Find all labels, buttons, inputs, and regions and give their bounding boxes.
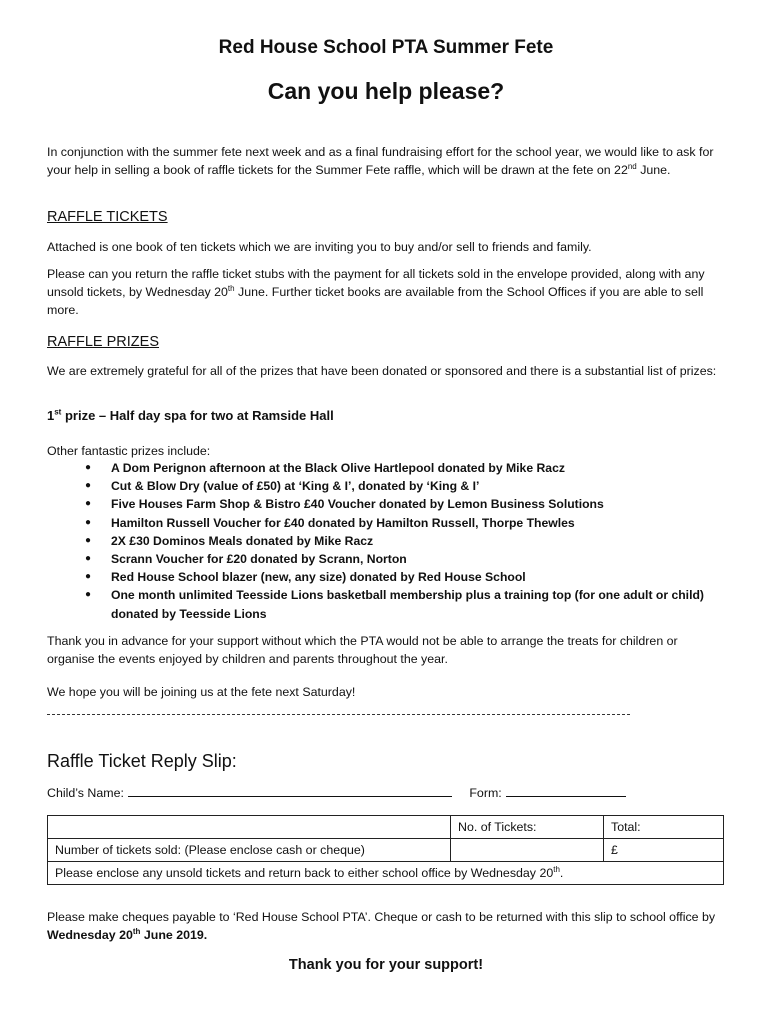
bullet-icon: ● bbox=[85, 462, 92, 473]
childs-name-label: Child’s Name: bbox=[47, 786, 124, 800]
cut-line-divider bbox=[47, 714, 630, 715]
list-item: ● Hamilton Russell Voucher for £40 donated by Hamilton Russell, Thorpe Thewles bbox=[47, 514, 725, 532]
childs-name-field[interactable] bbox=[128, 784, 452, 797]
page-subtitle: Can you help please? bbox=[267, 78, 505, 104]
tickets-paragraph-2: Please can you return the raffle ticket stubs with the payment for all tickets sold in the envelope provided, along with any unsold tickets, by Wednesday 20th June. Further ticket books are available from the School Offices if you are able to sell more. bbox=[47, 267, 705, 317]
tickets-column-header: No. of Tickets: bbox=[451, 816, 604, 839]
table-row bbox=[48, 839, 724, 862]
form-field[interactable] bbox=[506, 784, 626, 797]
unsold-tickets-note: Please enclose any unsold tickets and return back to either school office by Wednesday 20th. bbox=[48, 862, 724, 885]
see-you-paragraph: We hope you will be joining us at the fete next Saturday! bbox=[47, 685, 356, 699]
tickets-sold-label: Number of tickets sold: (Please enclose cash or cheque) bbox=[48, 839, 451, 862]
list-item: ● One month unlimited Teesside Lions basketball membership plus a training top (for one adult or child) donated by Teesside Lions bbox=[85, 588, 704, 621]
table-row bbox=[48, 816, 724, 839]
first-prize: 1st prize – Half day spa for two at Ramside Hall bbox=[47, 407, 334, 423]
list-item: ● A Dom Perignon afternoon at the Black Olive Hartlepool donated by Mike Racz bbox=[47, 459, 725, 477]
reply-slip-table bbox=[47, 815, 724, 885]
raffle-tickets-heading: RAFFLE TICKETS bbox=[47, 209, 168, 225]
table-row bbox=[48, 862, 724, 885]
thank-you-paragraph: Thank you in advance for your support without which the PTA would not be able to arrange the treats for children or organise the events enjoyed by children and parents throughout the year. bbox=[47, 634, 678, 666]
bullet-icon: ● bbox=[85, 480, 92, 492]
prize-list bbox=[47, 459, 725, 623]
list-item: ● Five Houses Farm Shop & Bistro £40 Voucher donated by Lemon Business Solutions bbox=[47, 495, 725, 513]
table-cell bbox=[48, 816, 451, 839]
bullet-icon: ● bbox=[85, 589, 92, 601]
list-item: ● 2X £30 Dominos Meals donated by Mike Racz bbox=[47, 532, 725, 550]
intro-paragraph: In conjunction with the summer fete next week and as a final fundraising effort for the school year, we would like to ask for your help in selling a book of raffle tickets for the Summer Fete raffle, which will be drawn at the fete on 22nd June. bbox=[47, 145, 714, 177]
tickets-count-cell[interactable] bbox=[451, 839, 604, 862]
bullet-icon: ● bbox=[85, 534, 92, 546]
thank-you-footer: Thank you for your support! bbox=[288, 957, 484, 973]
list-item: ● Red House School blazer (new, any size) donated by Red House School bbox=[47, 568, 725, 586]
bullet-icon: ● bbox=[85, 553, 92, 565]
total-column-header: Total: bbox=[604, 816, 724, 839]
bullet-icon: ● bbox=[85, 571, 92, 583]
prizes-paragraph: We are extremely grateful for all of the prizes that have been donated or sponsored and there is a substantial list of prizes: bbox=[47, 364, 717, 378]
bullet-icon: ● bbox=[85, 498, 92, 510]
page-title: Red House School PTA Summer Fete bbox=[218, 37, 554, 58]
name-form-row bbox=[47, 784, 725, 800]
other-prizes-label: Other fantastic prizes include: bbox=[47, 444, 211, 458]
bullet-icon: ● bbox=[85, 516, 92, 528]
form-label: Form: bbox=[469, 786, 502, 800]
list-item: ● Scrann Voucher for £20 donated by Scrann, Norton bbox=[47, 550, 725, 568]
raffle-prizes-heading: RAFFLE PRIZES bbox=[47, 334, 159, 350]
reply-slip-title: Raffle Ticket Reply Slip: bbox=[47, 751, 237, 771]
cheque-instructions: Please make cheques payable to ‘Red House School PTA’. Cheque or cash to be returned with this slip to school office by Wednesday 20th June 2019. bbox=[47, 910, 716, 942]
total-amount-cell[interactable]: £ bbox=[604, 839, 724, 862]
tickets-paragraph-1: Attached is one book of ten tickets which we are inviting you to buy and/or sell to friends and family. bbox=[47, 240, 592, 254]
list-item: ● Cut & Blow Dry (value of £50) at ‘King & I’, donated by ‘King & I’ bbox=[47, 477, 725, 495]
